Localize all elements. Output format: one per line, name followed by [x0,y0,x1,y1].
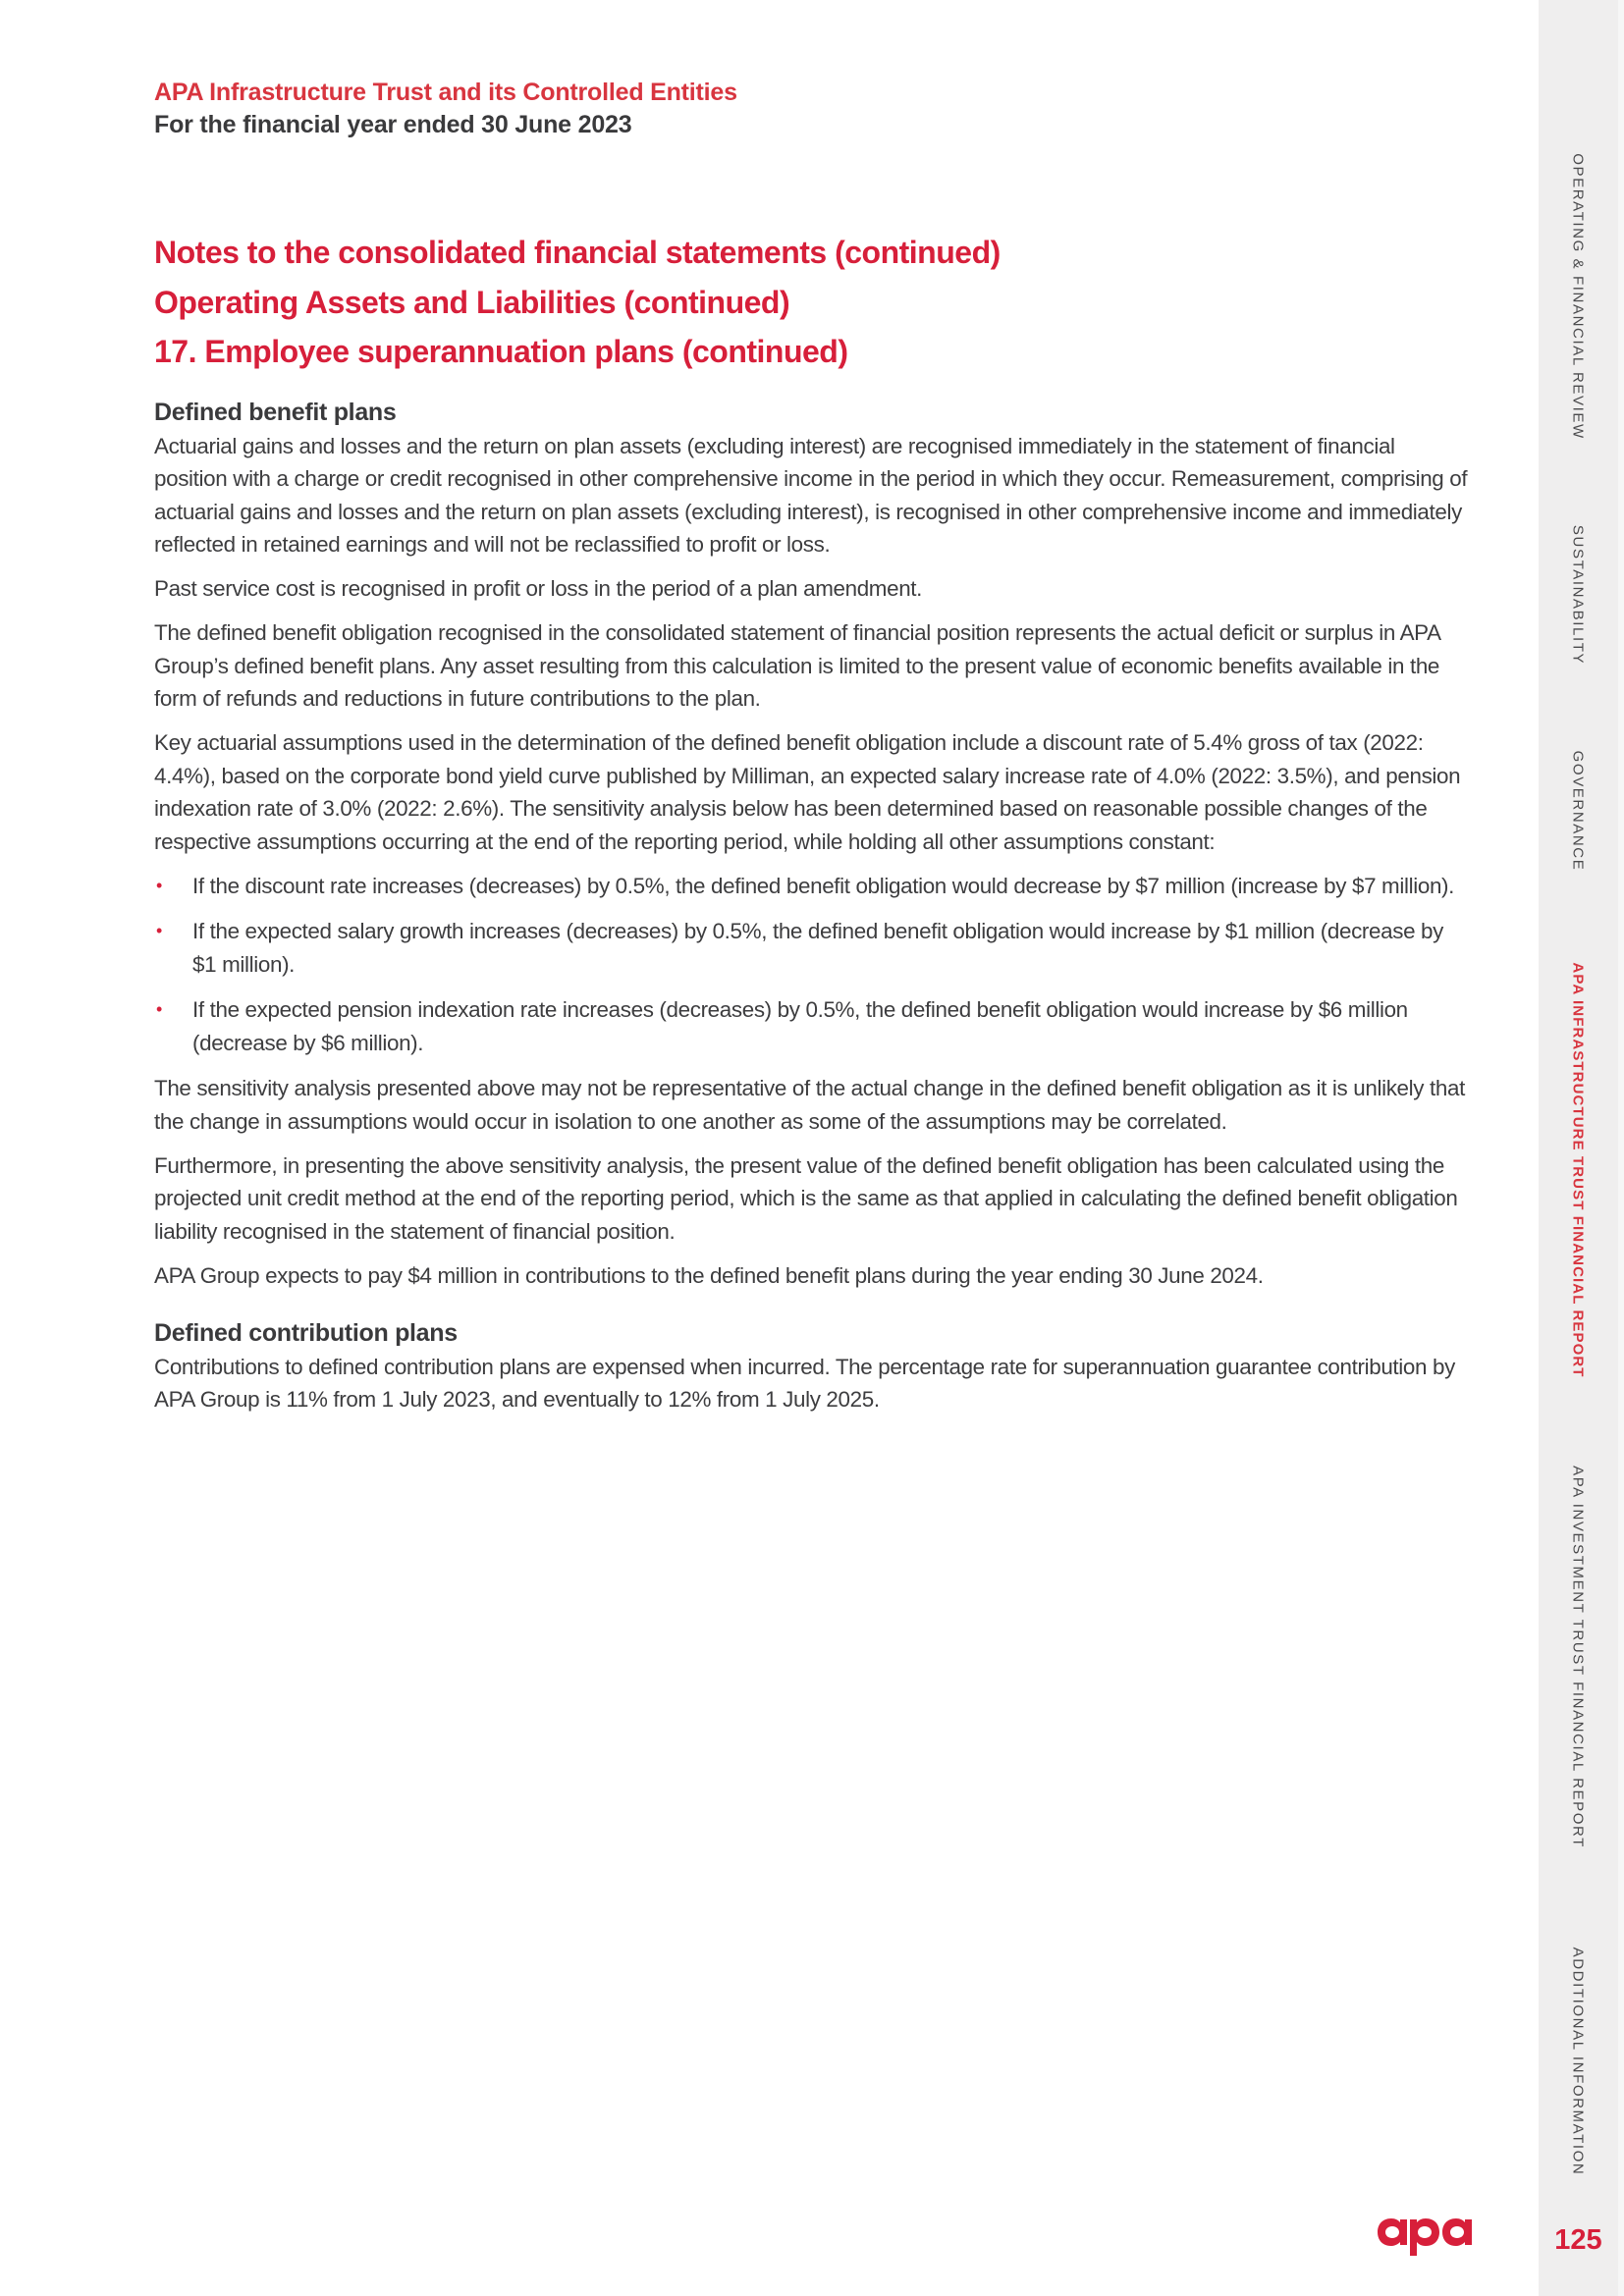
main-content [154,397,1470,1427]
paragraph: Past service cost is recognised in profit or loss in the period of a plan amendment. [154,576,923,601]
list-item-text: If the discount rate increases (decreases) by 0.5%, the defined benefit obligation would decrease by $7 million (increase by $7 million). [192,873,1455,898]
sidebar-item-apa-infrastructure-trust-financial-report[interactable]: APA INFRASTRUCTURE TRUST FINANCIAL REPORT [1569,962,1587,1378]
paragraph: Contributions to defined contribution plans are expensed when incurred. The percentage rate for superannuation guarantee contribution by APA Group is 11% from 1 July 2023, and eventually to 12% from 1 July 2025. [154,1354,1455,1412]
sidebar-item-operating-financial-review[interactable]: OPERATING & FINANCIAL REVIEW [1569,153,1587,440]
sidebar-edge [1618,0,1624,2296]
list-item [154,870,1470,903]
sidebar-item-additional-information[interactable]: ADDITIONAL INFORMATION [1569,1947,1587,2176]
bullet-icon: • [156,875,162,895]
header-period: For the financial year ended 30 June 2023 [154,111,632,138]
apa-logo [1378,2213,1472,2267]
paragraph: The defined benefit obligation recognised in the consolidated statement of financial position represents the actual deficit or surplus in APA Group’s defined benefit plans. Any asset resulting from this calculation is limited to the present value of economic benefits available in the form of refunds and reductions in future contributions to the plan. [154,620,1440,711]
list-item-text: If the expected salary growth increases (decreases) by 0.5%, the defined benefit obligation would increase by $1 million (decrease by $1 million). [192,919,1443,977]
apa-logo-icon [1378,2213,1472,2262]
heading-defined-contribution: Defined contribution plans [154,1319,458,1347]
paragraph: Furthermore, in presenting the above sensitivity analysis, the present value of the defined benefit obligation has been calculated using the projected unit credit method at the end of the reporting period, which is the same as that applied in calculating the defined benefit obligation liability recognised in the statement of financial position. [154,1152,1458,1244]
heading-defined-benefit: Defined benefit plans [154,399,397,426]
title-section: Operating Assets and Liabilities (continued) [154,284,790,320]
sidebar-item-governance[interactable]: GOVERNANCE [1569,750,1587,872]
list-item-text: If the expected pension indexation rate increases (decreases) by 0.5%, the defined benefit obligation would increase by $6 million (decrease by $6 million). [192,997,1408,1055]
paragraph: Key actuarial assumptions used in the determination of the defined benefit obligation include a discount rate of 5.4% gross of tax (2022: 4.4%), based on the corporate bond yield curve published by Milliman, an expected salary increase rate of 4.0% (2022: 3.5%), and pension indexation rate of 3.0% (2022: 2.6%). The sensitivity analysis below has been determined based on reasonable possible changes of the respective assumptions occurring at the end of the reporting period, while holding all other assumptions constant: [154,730,1461,854]
sidebar-item-apa-investment-trust-financial-report[interactable]: APA INVESTMENT TRUST FINANCIAL REPORT [1569,1466,1587,1848]
running-header [154,77,737,141]
bullet-icon: • [156,999,162,1019]
paragraph: APA Group expects to pay $4 million in contributions to the defined benefit plans during the year ending 30 June 2024. [154,1262,1264,1288]
page-number: 125 [1554,2224,1602,2256]
paragraph: Actuarial gains and losses and the return on plan assets (excluding interest) are recognised immediately in the statement of financial position with a charge or credit recognised in other comprehensive income in the period in which they occur. Remeasurement, comprising of actuarial gains and losses and the return on plan assets (excluding interest), is recognised in other comprehensive income and immediately reflected in retained earnings and will not be reclassified to profit or loss. [154,433,1468,557]
title-notes: Notes to the consolidated financial statements (continued) [154,235,1001,270]
sensitivity-list [154,870,1470,1060]
page-titles [154,228,1001,377]
paragraph: The sensitivity analysis presented above may not be representative of the actual change in the defined benefit obligation as it is unlikely that the change in assumptions would occur in isolation to one another as some of the assumptions may be correlated. [154,1076,1465,1134]
list-item [154,915,1470,981]
header-organization: APA Infrastructure Trust and its Controlled Entities [154,79,737,106]
list-item [154,993,1470,1059]
section-sidebar [1539,0,1618,2296]
title-note-17: 17. Employee superannuation plans (continued) [154,334,848,369]
bullet-icon: • [156,921,162,940]
sidebar-item-sustainability[interactable]: SUSTAINABILITY [1569,524,1587,666]
